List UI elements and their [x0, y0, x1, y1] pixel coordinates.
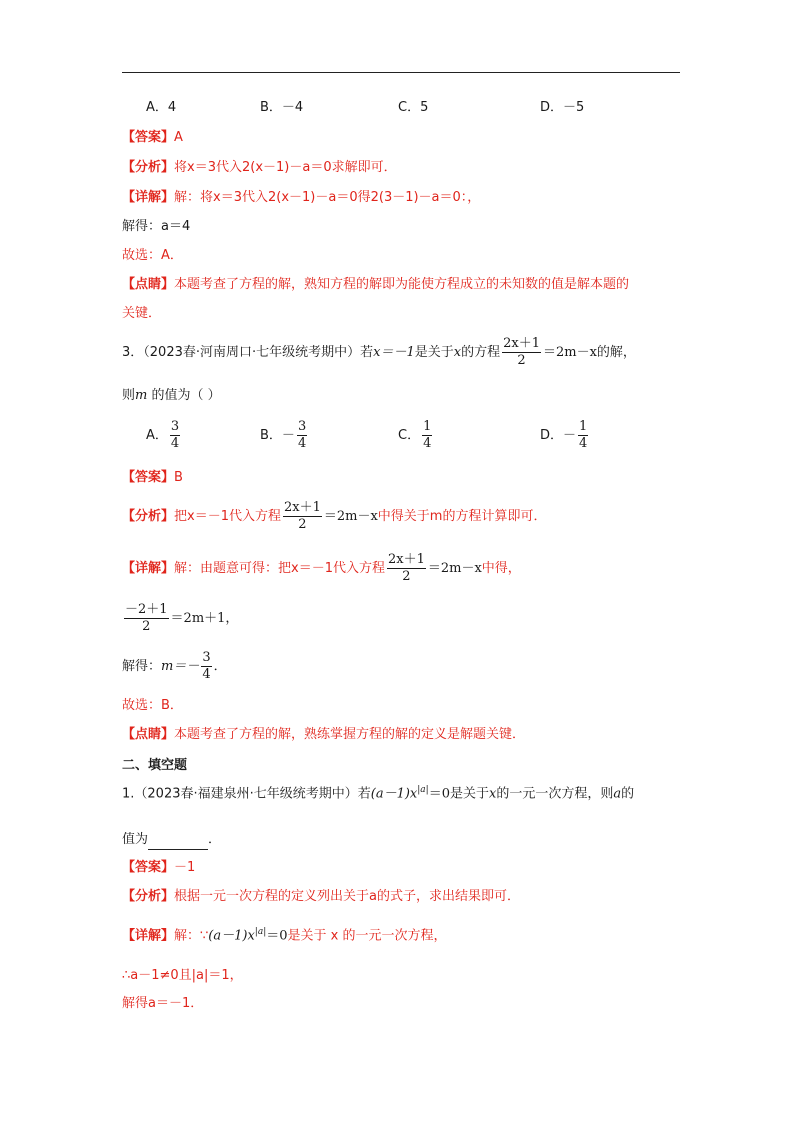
q3-option-d: D．－ $\frac{1}{4}$: [540, 419, 588, 451]
q2-option-c: C．5: [398, 100, 429, 115]
q3-stem: 3．（2023春·河南周口·七年级统考期中）若x＝－1是关于x的方程 $\frac{2x+1}{2}$ ＝2m－x的解，: [122, 336, 636, 368]
f1-therefore: ∴a－1≠0且|a|＝1，: [122, 968, 243, 983]
q2-detail: 【详解】解：将x＝3代入2(x－1)－a＝0得2(3－1)－a＝0：，: [122, 190, 481, 205]
q3-stem-fraction: $\frac{2x+1}{2}$: [503, 336, 540, 368]
q2-comment: 【点睛】本题考查了方程的解，熟知方程的解即为能使方程成立的未知数的值是解本题的: [122, 277, 630, 292]
q3-step: $\frac{-2+1}{2}$ ＝2m＋1，: [125, 602, 239, 634]
q2-option-b: B．－4: [260, 100, 304, 115]
f1-stem-line2: 值为 ．: [122, 830, 221, 850]
header-rule: [122, 72, 680, 73]
q2-choose: 故选：A．: [122, 248, 183, 263]
q3-option-c: C． $\frac{1}{4}$: [398, 419, 432, 451]
f1-detail: 【详解】解：$\because(a-1)x^{|a|}=0$是关于 x 的一元一次方程，: [122, 927, 447, 944]
section-heading: 二、填空题: [122, 758, 188, 773]
f1-answer: 【答案】－1: [122, 860, 196, 875]
q3-option-b: B．－ $\frac{3}{4}$: [260, 419, 307, 451]
answer-blank: [148, 835, 208, 850]
q2-option-d: D．－5: [540, 100, 585, 115]
q3-stem-line2: 则m 的值为（ ）: [122, 388, 221, 403]
q3-comment: 【点睛】本题考查了方程的解，熟练掌握方程的解的定义是解题关键．: [122, 727, 526, 742]
q3-detail: 【详解】解：由题意可得：把x＝－1代入方程 $\frac{2x+1}{2}$ ＝2m－x中得，: [122, 552, 521, 584]
q3-solve: 解得：m＝－ $\frac{3}{4}$ ．: [122, 650, 227, 682]
f1-stem: 1.（2023春·福建泉州·七年级统考期中）若$(a-1)x^{|a|}=0$是关于x的一元一次方程，则a的: [122, 785, 635, 802]
q3-analysis: 【分析】把x＝－1代入方程 $\frac{2x+1}{2}$ ＝2m－x中得关于m的方程计算即可．: [122, 500, 547, 532]
q2-analysis: 【分析】将x＝3代入2(x－1)－a＝0求解即可．: [122, 160, 397, 175]
q3-choose: 故选：B．: [122, 698, 183, 713]
q2-option-a: A．4: [146, 100, 177, 115]
q2-solve: 解得：a＝4: [122, 219, 191, 234]
q2-answer: 【答案】A: [122, 130, 183, 145]
q3-option-a: A． $\frac{3}{4}$: [146, 419, 180, 451]
q3-answer: 【答案】B: [122, 470, 183, 485]
f1-solve: 解得a＝－1．: [122, 996, 204, 1011]
f1-analysis: 【分析】根据一元一次方程的定义列出关于a的式子，求出结果即可．: [122, 889, 520, 904]
q2-comment-cont: 关键．: [122, 306, 162, 321]
